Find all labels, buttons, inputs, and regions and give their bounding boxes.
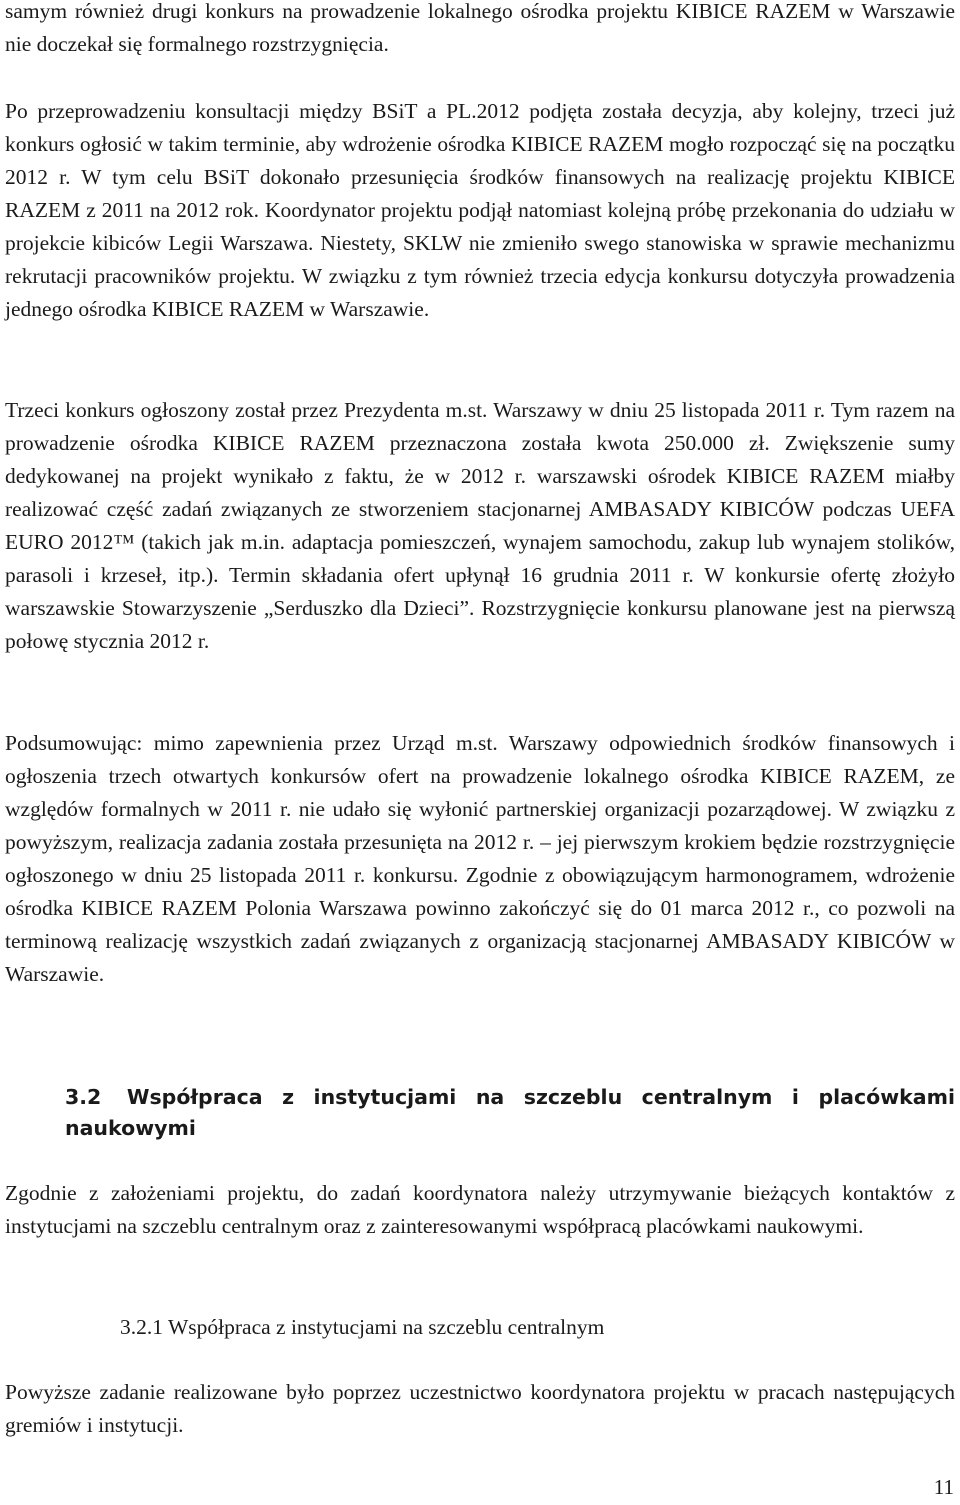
subsection-paragraph: Powyższe zadanie realizowane było poprzez uczestnictwo koordynatora projektu w pracach następujących gremiów i instytucji. bbox=[5, 1380, 955, 1437]
subsection-heading: 3.2.1 Współpraca z instytucjami na szczeblu centralnym bbox=[120, 1315, 605, 1339]
paragraph-third-competition-decision: Po przeprowadzeniu konsultacji między BSiT a PL.2012 podjęta została decyzja, aby kolejny, trzeci już konkurs ogłosić w takim terminie, aby wdrożenie ośrodka KIBICE RAZEM mogło rozpocząć się na początku 2012 r. W tym celu BSiT dokonało przesunięcia środków finansowych na realizację projektu KIBICE RAZEM z 2011 na 2012 rok. Koordynator projektu podjął natomiast kolejną próbę przekonania do udziału w projekcie kibiców Legii Warszawa. Niestety, SKLW nie zmieniło swego stanowiska w sprawie mechanizmu rekrutacji pracowników projektu. W związku z tym również trzecia edycja konkursu dotyczyła prowadzenia jednego ośrodka KIBICE RAZEM w Warszawie. bbox=[5, 99, 955, 321]
section-number: 3.2 bbox=[65, 1085, 102, 1109]
section-heading bbox=[65, 1082, 955, 1144]
page-number: 11 bbox=[933, 1475, 954, 1499]
section-title: Współpraca z instytucjami na szczeblu centralnym i placówkami naukowymi bbox=[65, 1085, 956, 1140]
paragraph-competition-unresolved: samym również drugi konkurs na prowadzenie lokalnego ośrodka projektu KIBICE RAZEM w Warszawie nie doczekał się formalnego rozstrzygnięcia. bbox=[5, 0, 955, 56]
section-intro-paragraph: Zgodnie z założeniami projektu, do zadań koordynatora należy utrzymywanie bieżących kontaktów z instytucjami na szczeblu centralnym oraz z zainteresowanymi współpracą placówkami naukowymi. bbox=[5, 1181, 955, 1238]
paragraph-summary: Podsumowując: mimo zapewnienia przez Urząd m.st. Warszawy odpowiednich środków finansowych i ogłoszenia trzech otwartych konkursów ofert na prowadzenie lokalnego ośrodka KIBICE RAZEM, ze względów formalnych w 2011 r. nie udało się wyłonić partnerskiej organizacji pozarządowej. W związku z powyższym, realizacja zadania została przesunięta na 2012 r. – jej pierwszym krokiem będzie rozstrzygnięcie ogłoszonego w dniu 25 listopada 2011 r. konkursu. Zgodnie z obowiązującym harmonogramem, wdrożenie ośrodka KIBICE RAZEM Polonia Warszawa powinno zakończyć się do 01 marca 2012 r., co pozwoli na terminową realizację wszystkich zadań związanych z organizacją stacjonarnej AMBASADY KIBICÓW w Warszawie. bbox=[5, 731, 955, 986]
paragraph-third-competition-details: Trzeci konkurs ogłoszony został przez Prezydenta m.st. Warszawy w dniu 25 listopada 2011 r. Tym razem na prowadzenie ośrodka KIBICE RAZEM przeznaczona została kwota 250.000 zł. Zwiększenie sumy dedykowanej na projekt wynikało z faktu, że w 2012 r. warszawski ośrodek KIBICE RAZEM miałby realizować część zadań związanych ze stworzeniem stacjonarnej AMBASADY KIBICÓW podczas UEFA EURO 2012™ (takich jak m.in. adaptacja pomieszczeń, wynajem samochodu, zakup lub wynajem stolików, parasoli i krzeseł, itp.). Termin składania ofert upłynął 16 grudnia 2011 r. W konkursie ofertę złożyło warszawskie Stowarzyszenie „Serduszko dla Dzieci”. Rozstrzygnięcie konkursu planowane jest na pierwszą połowę stycznia 2012 r. bbox=[5, 398, 955, 653]
